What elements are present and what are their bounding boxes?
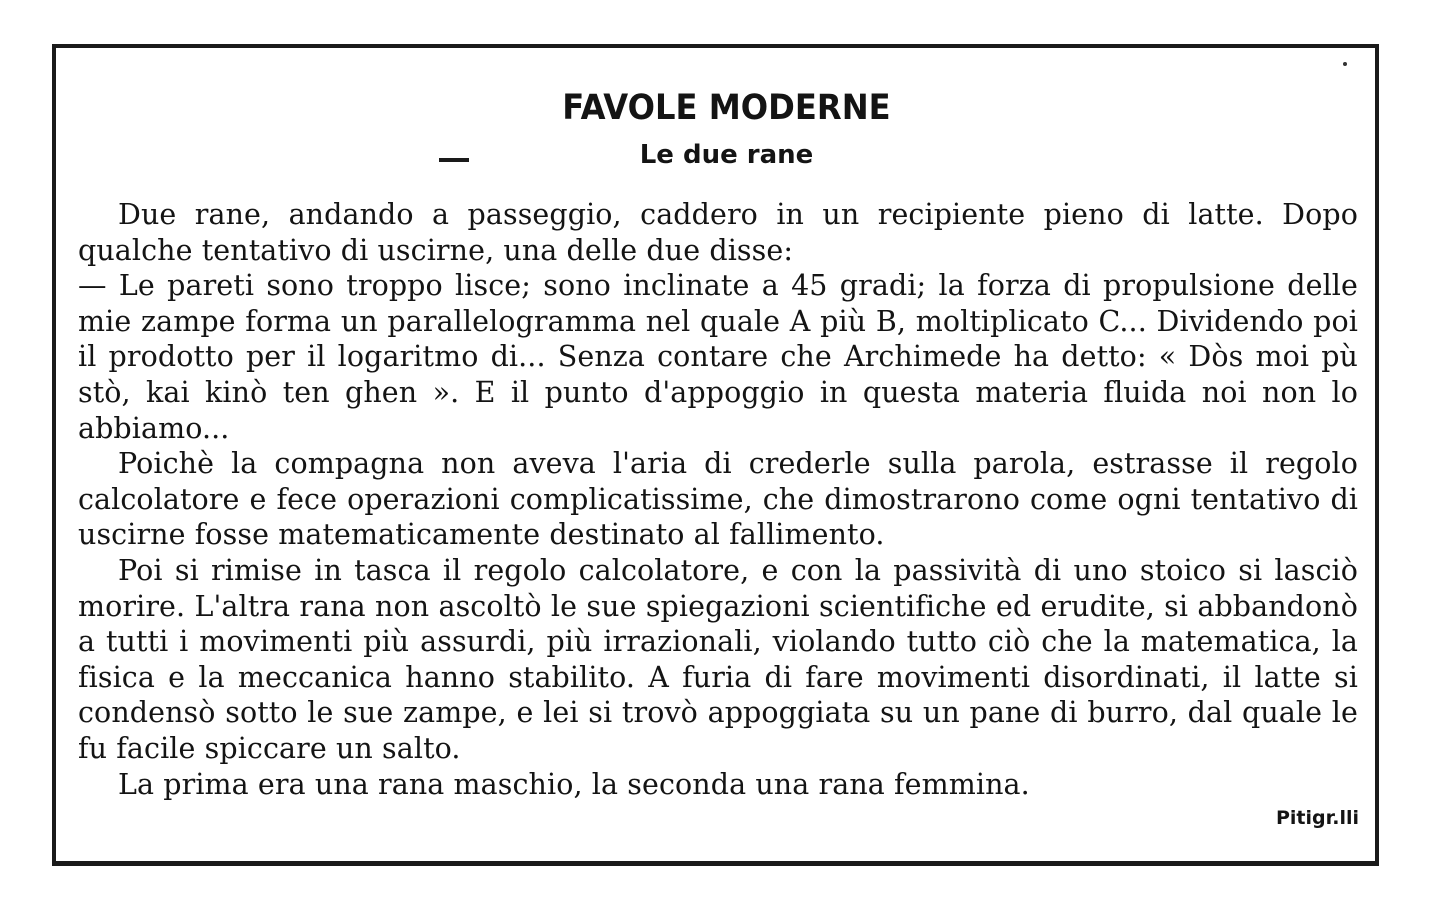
paragraph-4: Poi si rimise in tasca il regolo calcolatore, e con la passività di uno stoico si lasciò morire. L'altra rana non ascoltò le sue spiegazioni scientifiche ed erudite, si abbandonò a tutti i movimenti più assurdi, più irrazionali, violando tutto ciò che la matematica, la fisica e la meccanica hanno stabilito. A furia di fare movimenti disordinati, il latte si condensò sotto le sue zampe, e lei si trovò appoggiata su un pane di burro, dal quale le fu facile spiccare un salto. bbox=[78, 553, 1358, 765]
print-speck bbox=[1343, 62, 1347, 66]
author-signature: Pitigr.lli bbox=[1275, 807, 1359, 829]
article-body bbox=[78, 197, 1358, 802]
paragraph-5: La prima era una rana maschio, la seconda una rana femmina. bbox=[118, 767, 1030, 801]
article-title: FAVOLE MODERNE bbox=[562, 88, 891, 128]
paragraph-1: Due rane, andando a passeggio, caddero in un recipiente pieno di latte. Dopo qualche tentativo di uscirne, una delle due disse: bbox=[78, 198, 1358, 267]
paragraph-2: — Le pareti sono troppo lisce; sono inclinate a 45 gradi; la forza di propulsione delle mie zampe forma un parallelogramma nel quale A più B, moltiplicato C... Dividendo poi il prodotto per il logaritmo di... Senza contare che Archimede ha detto: « Dòs moi pù stò, kai kinò ten ghen ». E il punto d'appoggio in questa materia fluida noi non lo abbiamo... bbox=[78, 269, 1358, 445]
article-subtitle: Le due rane bbox=[639, 140, 814, 170]
paragraph-3: Poichè la compagna non aveva l'aria di crederle sulla parola, estrasse il regolo calcolatore e fece operazioni complicatissime, che dimostrarono come ogni tentativo di uscirne fosse matematicamente destinato al fallimento. bbox=[78, 447, 1358, 552]
